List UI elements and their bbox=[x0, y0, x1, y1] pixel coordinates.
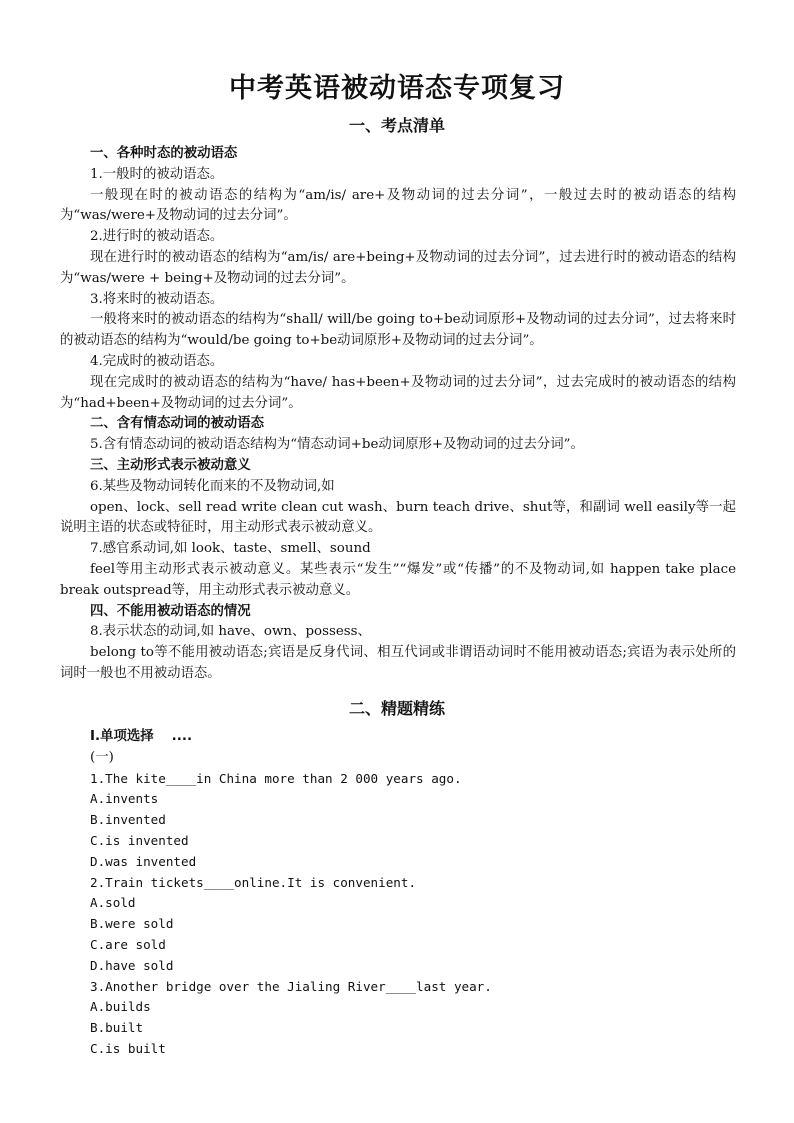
section-heading-checklist: 一、考点清单 bbox=[348, 116, 445, 135]
item-text: 一般将来时的被动语态的结构为“shall/ will/be going to+be动词原形+及物动词的过去分词”，过去将来时的被动语态的结构为“would/be going to+be动词原形+及物动词的过去分词”。 bbox=[60, 312, 736, 349]
answer-option: D.was invented bbox=[90, 853, 197, 869]
question bbox=[60, 769, 736, 873]
item-heading: 3.将来时的被动语态。 bbox=[90, 291, 224, 307]
subsection-heading: 一、各种时态的被动语态 bbox=[90, 146, 238, 161]
exercise-section-label: I.单项选择 .... bbox=[90, 729, 193, 744]
item-heading: 2.进行时的被动语态。 bbox=[90, 229, 224, 245]
question-stem: 2.Train tickets____online.It is convenient. bbox=[90, 874, 417, 890]
item-heading: 8.表示状态的动词,如 have、own、possess、 bbox=[90, 624, 371, 640]
question bbox=[60, 873, 736, 977]
item-text: 现在进行时的被动语态的结构为“am/is/ are+being+及物动词的过去分词”，过去进行时的被动语态的结构为“was/were + being+及物动词的过去分词”。 bbox=[60, 249, 736, 286]
answer-option: C.is built bbox=[90, 1040, 166, 1056]
exercises-body bbox=[60, 727, 736, 1060]
answer-option: C.are sold bbox=[90, 936, 166, 952]
checklist-body bbox=[60, 144, 736, 685]
item-heading: 1.一般时的被动语态。 bbox=[90, 166, 224, 182]
subsection-heading: 四、不能用被动语态的情况 bbox=[90, 603, 251, 619]
answer-option: A.sold bbox=[90, 895, 136, 911]
item-text: open、lock、sell read write clean cut wash、burn teach drive、shut等，和副词 well easily等一起说明主语的状态或特征时，用主动形式表示被动意义。 bbox=[60, 499, 736, 536]
answer-option: C.is invented bbox=[90, 832, 189, 848]
question-stem: 1.The kite____in China more than 2 000 years ago. bbox=[90, 770, 462, 786]
item-text: belong to等不能用被动语态;宾语是反身代词、相互代词或非谓语动词时不能用被动语态;宾语为表示处所的词时一般也不用被动语态。 bbox=[60, 645, 736, 681]
answer-option: B.were sold bbox=[90, 916, 174, 932]
item-text: 5.含有情态动词的被动语态结构为“情态动词+be动词原形+及物动词的过去分词”。 bbox=[90, 437, 584, 453]
answer-option: A.builds bbox=[90, 999, 151, 1015]
subsection-heading: 三、主动形式表示被动意义 bbox=[90, 457, 251, 473]
item-heading: 7.感官系动词,如 look、taste、smell、sound bbox=[90, 541, 371, 557]
item-heading: 6.某些及物动词转化而来的不及物动词,如 bbox=[90, 478, 335, 494]
page-title: 中考英语被动语态专项复习 bbox=[229, 73, 565, 104]
answer-option: B.built bbox=[90, 1020, 144, 1036]
item-text: 现在完成时的被动语态的结构为“have/ has+been+及物动词的过去分词”，过去完成时的被动语态的结构为“had+been+及物动词的过去分词”。 bbox=[60, 374, 736, 411]
subsection-heading: 二、含有情态动词的被动语态 bbox=[90, 416, 265, 432]
answer-option: D.have sold bbox=[90, 957, 174, 973]
exercise-group-label: (一) bbox=[90, 749, 114, 765]
section-heading-exercises: 二、精题精练 bbox=[348, 699, 445, 718]
item-text: feel等用主动形式表示被动意义。某些表示“发生”“爆发”或“传播”的不及物动词,如 happen take place break outspread等，用主动形式表示被动意义。 bbox=[60, 561, 736, 598]
answer-option: B.invented bbox=[90, 812, 166, 828]
answer-option: A.invents bbox=[90, 791, 159, 807]
item-heading: 4.完成时的被动语态。 bbox=[90, 353, 224, 369]
question bbox=[60, 977, 736, 1060]
item-text: 一般现在时的被动语态的结构为“am/is/ are+及物动词的过去分词”，一般过去时的被动语态的结构为“was/were+及物动词的过去分词”。 bbox=[60, 187, 736, 224]
question-stem: 3.Another bridge over the Jialing River____last year. bbox=[90, 978, 492, 994]
